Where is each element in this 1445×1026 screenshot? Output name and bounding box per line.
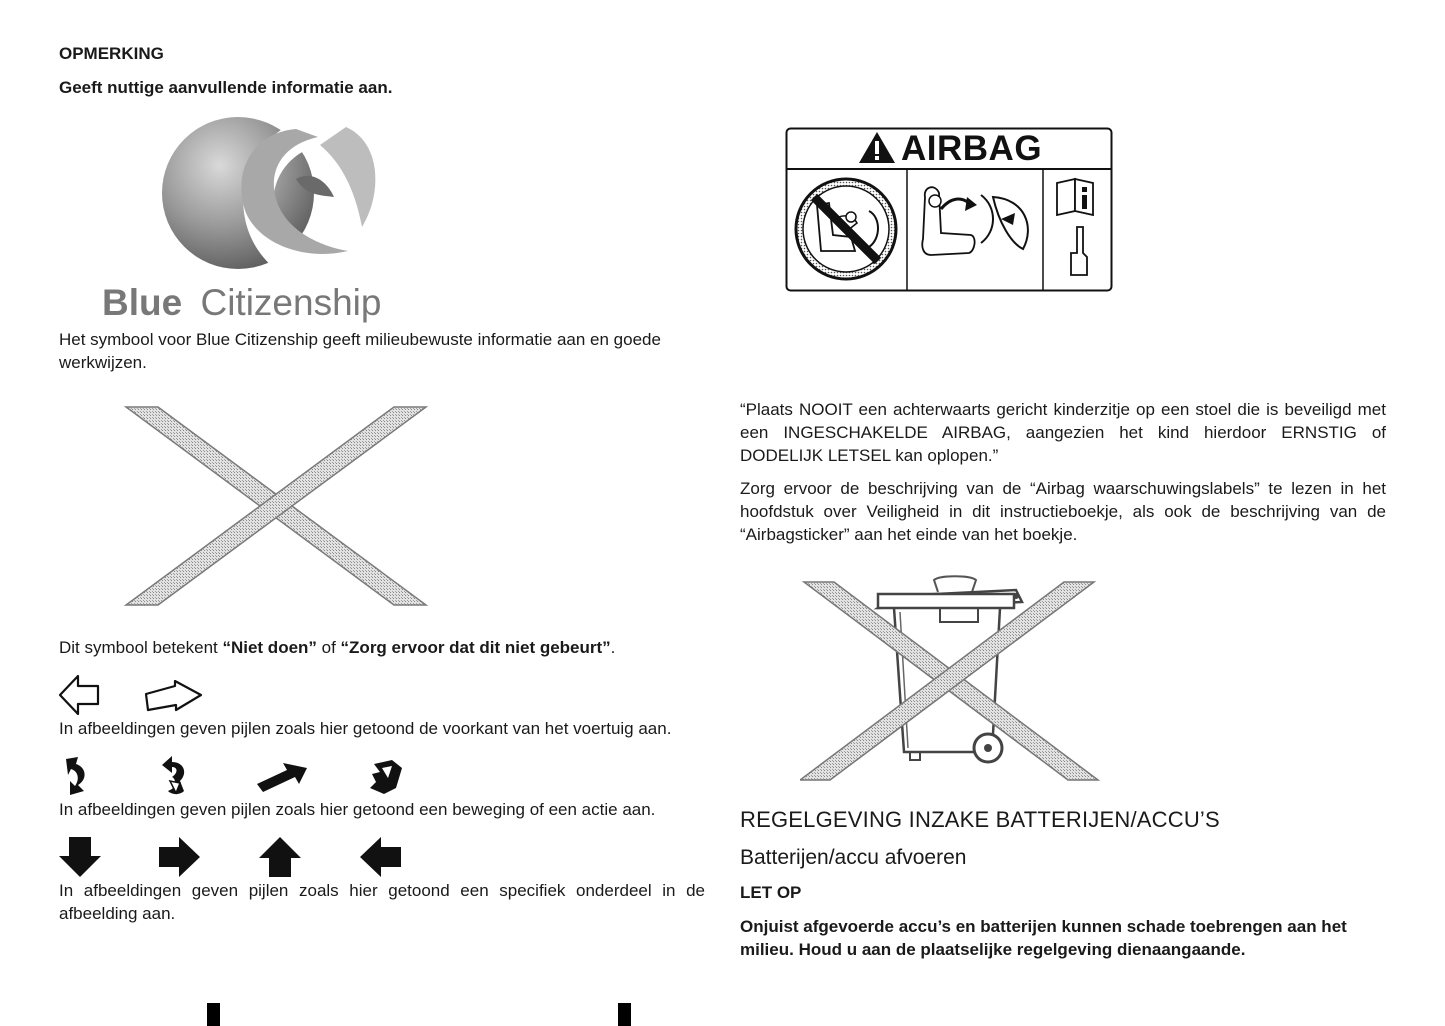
outline-arrow-left-icon: [58, 673, 102, 722]
battery-subheading: Batterijen/accu afvoeren: [740, 846, 967, 869]
solid-arrow-up-icon: [258, 836, 302, 883]
airbag-quote: “Plaats NOOIT een achterwaarts gericht kinderzitje op een stoel die is beveiligd met een INGESCHAKELDE AIRBAG, aangezien het kind hierdoor ERNSTIG of DODELIJK LETSEL kan oplopen.”: [740, 400, 1386, 465]
blue-citizenship-text: Het symbool voor Blue Citizenship geeft milieubewuste informatie aan en goede werkwijzen.: [59, 330, 661, 372]
dont-prefix: Dit symbool betekent: [59, 638, 223, 657]
do-not-symbol: [120, 403, 432, 609]
battery-heading: REGELGEVING INZAKE BATTERIJEN/ACCU’S: [740, 807, 1220, 832]
airbag-label-title: AIRBAG: [901, 129, 1043, 168]
logo-text: Blue Citizenship: [102, 282, 382, 323]
caution-heading: LET OP: [740, 883, 802, 902]
dont-quote-2: “Zorg ervoor dat dit niet gebeurt”: [340, 638, 611, 657]
crossed-bin-symbol: [800, 572, 1102, 786]
note-text: Geeft nuttige aanvullende informatie aan.: [59, 78, 393, 97]
solid-arrow-right-icon: [158, 836, 202, 883]
blue-citizenship-logo: [100, 115, 440, 327]
solid-arrow-down-icon: [58, 836, 102, 883]
caution-text: Onjuist afgevoerde accu’s en batterijen kunnen schade toebrengen aan het milieu. Houd u aan de plaatselijke regelgeving dienaangaande.: [740, 917, 1347, 959]
bent-arrow-icon: [366, 758, 404, 803]
solid-arrow-left-icon: [358, 836, 402, 883]
note-heading: OPMERKING: [59, 44, 164, 63]
outline-arrow-perspective-icon: [143, 680, 205, 719]
airbag-refer-text: Zorg ervoor de beschrijving van de “Airbag waarschuwingslabels” te lezen in het hoofdstuk over Veiligheid in dit instructieboekje, als ook de beschrijving van de “Airbagsticker” aan het einde van het boekje.: [740, 479, 1386, 544]
crop-mark: [618, 1003, 631, 1026]
diagonal-arrow-icon: [255, 760, 309, 799]
turn-arrow-icon: [158, 755, 192, 802]
curved-arrow-icon: [58, 755, 92, 802]
dont-mid: of: [316, 638, 341, 657]
front-arrows-text: In afbeeldingen geven pijlen zoals hier getoond de voorkant van het voertuig aan.: [59, 719, 672, 738]
specific-arrows-text: In afbeeldingen geven pijlen zoals hier getoond een specifiek onderdeel in de afbeelding aan.: [59, 881, 705, 923]
movement-arrows-text: In afbeeldingen geven pijlen zoals hier getoond een beweging of een actie aan.: [59, 800, 656, 819]
airbag-warning-label: [785, 127, 1113, 292]
dont-quote-1: “Niet doen”: [222, 638, 317, 657]
dont-suffix: .: [610, 638, 616, 657]
crop-mark: [207, 1003, 220, 1026]
dont-symbol-text: [59, 636, 719, 659]
